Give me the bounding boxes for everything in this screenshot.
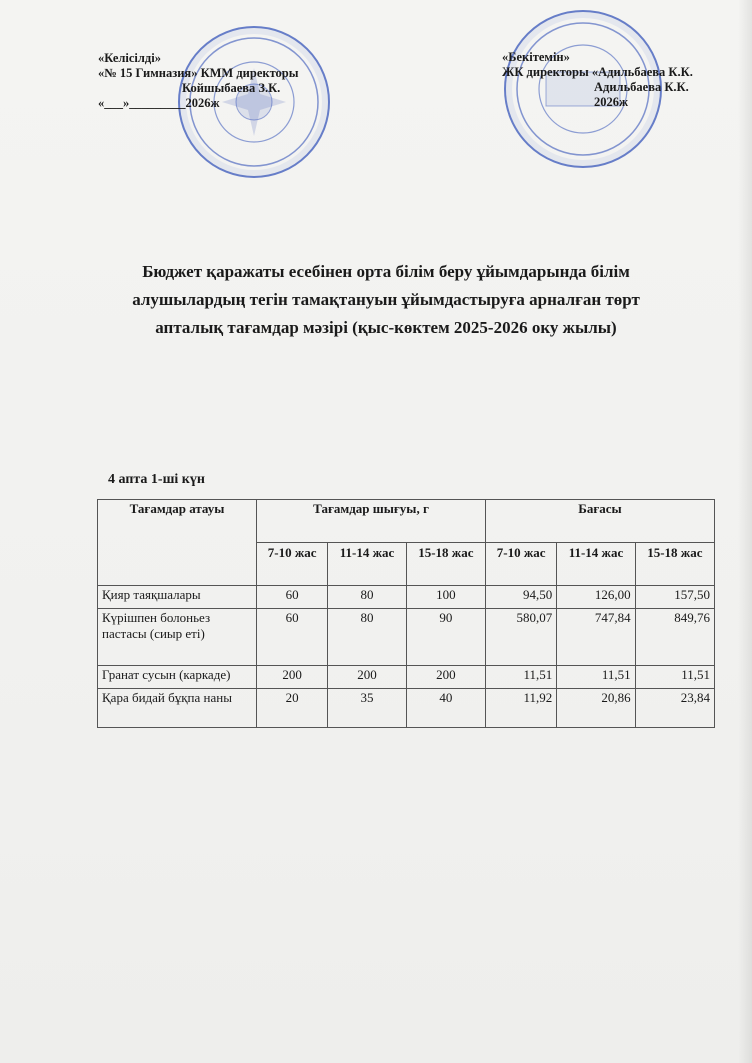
table-row <box>98 689 715 728</box>
yield-cell: 200 <box>257 666 328 689</box>
price-cell: 11,51 <box>635 666 714 689</box>
price-cell: 94,50 <box>485 586 556 609</box>
price-cell: 11,92 <box>485 689 556 728</box>
price-cell: 157,50 <box>635 586 714 609</box>
document-title: Бюджет қаражаты есебінен орта білім беру ұйымдарында білім алушылардың тегін тамақтануын ұйымдастыруға арналған төрт апталық тағамдар мәзірі (қыс-көктем 2025-2026 оку жылы) <box>132 262 640 337</box>
yield-cell: 100 <box>406 586 485 609</box>
menu-table <box>97 499 715 728</box>
dish-name: Гранат сусын (каркаде) <box>98 666 257 689</box>
approval-date: «___»_________2026ж <box>98 96 220 110</box>
price-cell: 11,51 <box>485 666 556 689</box>
approval-position: «№ 15 Гимназия» КММ директоры <box>98 66 299 80</box>
column-header-age: 11-14 жас <box>328 543 406 586</box>
yield-cell: 35 <box>328 689 406 728</box>
table-header-row <box>98 500 715 543</box>
approval-signatory: Адильбаева К.К. <box>594 80 689 94</box>
column-header-age: 15-18 жас <box>635 543 714 586</box>
week-day-label: 4 апта 1-ші күн <box>108 472 205 487</box>
approval-position: ЖК директоры «Адильбаева К.К. <box>502 65 693 79</box>
column-header-name: Тағамдар атауы <box>98 500 257 586</box>
page-edge-shadow <box>738 0 752 1063</box>
column-header-price: Бағасы <box>485 500 714 543</box>
column-header-age: 15-18 жас <box>406 543 485 586</box>
column-header-age: 7-10 жас <box>257 543 328 586</box>
yield-cell: 200 <box>406 666 485 689</box>
price-cell: 11,51 <box>557 666 635 689</box>
column-header-age: 7-10 жас <box>485 543 556 586</box>
dish-name: Күрішпен болоньез пастасы (сиыр еті) <box>98 609 257 666</box>
yield-cell: 90 <box>406 609 485 666</box>
yield-cell: 60 <box>257 586 328 609</box>
price-cell: 20,86 <box>557 689 635 728</box>
price-cell: 126,00 <box>557 586 635 609</box>
price-cell: 849,76 <box>635 609 714 666</box>
yield-cell: 80 <box>328 586 406 609</box>
approval-heading: «Келісілді» <box>98 51 161 65</box>
yield-cell: 40 <box>406 689 485 728</box>
table-row <box>98 586 715 609</box>
yield-cell: 60 <box>257 609 328 666</box>
table-row <box>98 609 715 666</box>
yield-cell: 20 <box>257 689 328 728</box>
price-cell: 23,84 <box>635 689 714 728</box>
price-cell: 747,84 <box>557 609 635 666</box>
approval-heading: «Бекітемін» <box>502 50 570 64</box>
approval-date: 2026ж <box>594 95 629 109</box>
dish-name: Қара бидай бұқпа наны <box>98 689 257 728</box>
column-header-age: 11-14 жас <box>557 543 635 586</box>
approval-signatory: Койшыбаева З.К. <box>182 81 281 95</box>
yield-cell: 200 <box>328 666 406 689</box>
yield-cell: 80 <box>328 609 406 666</box>
dish-name: Қияр таяқшалары <box>98 586 257 609</box>
price-cell: 580,07 <box>485 609 556 666</box>
column-header-yield: Тағамдар шығуы, г <box>257 500 486 543</box>
approval-block-agreed <box>98 51 299 111</box>
table-row <box>98 666 715 689</box>
approval-block-approved <box>502 50 693 110</box>
